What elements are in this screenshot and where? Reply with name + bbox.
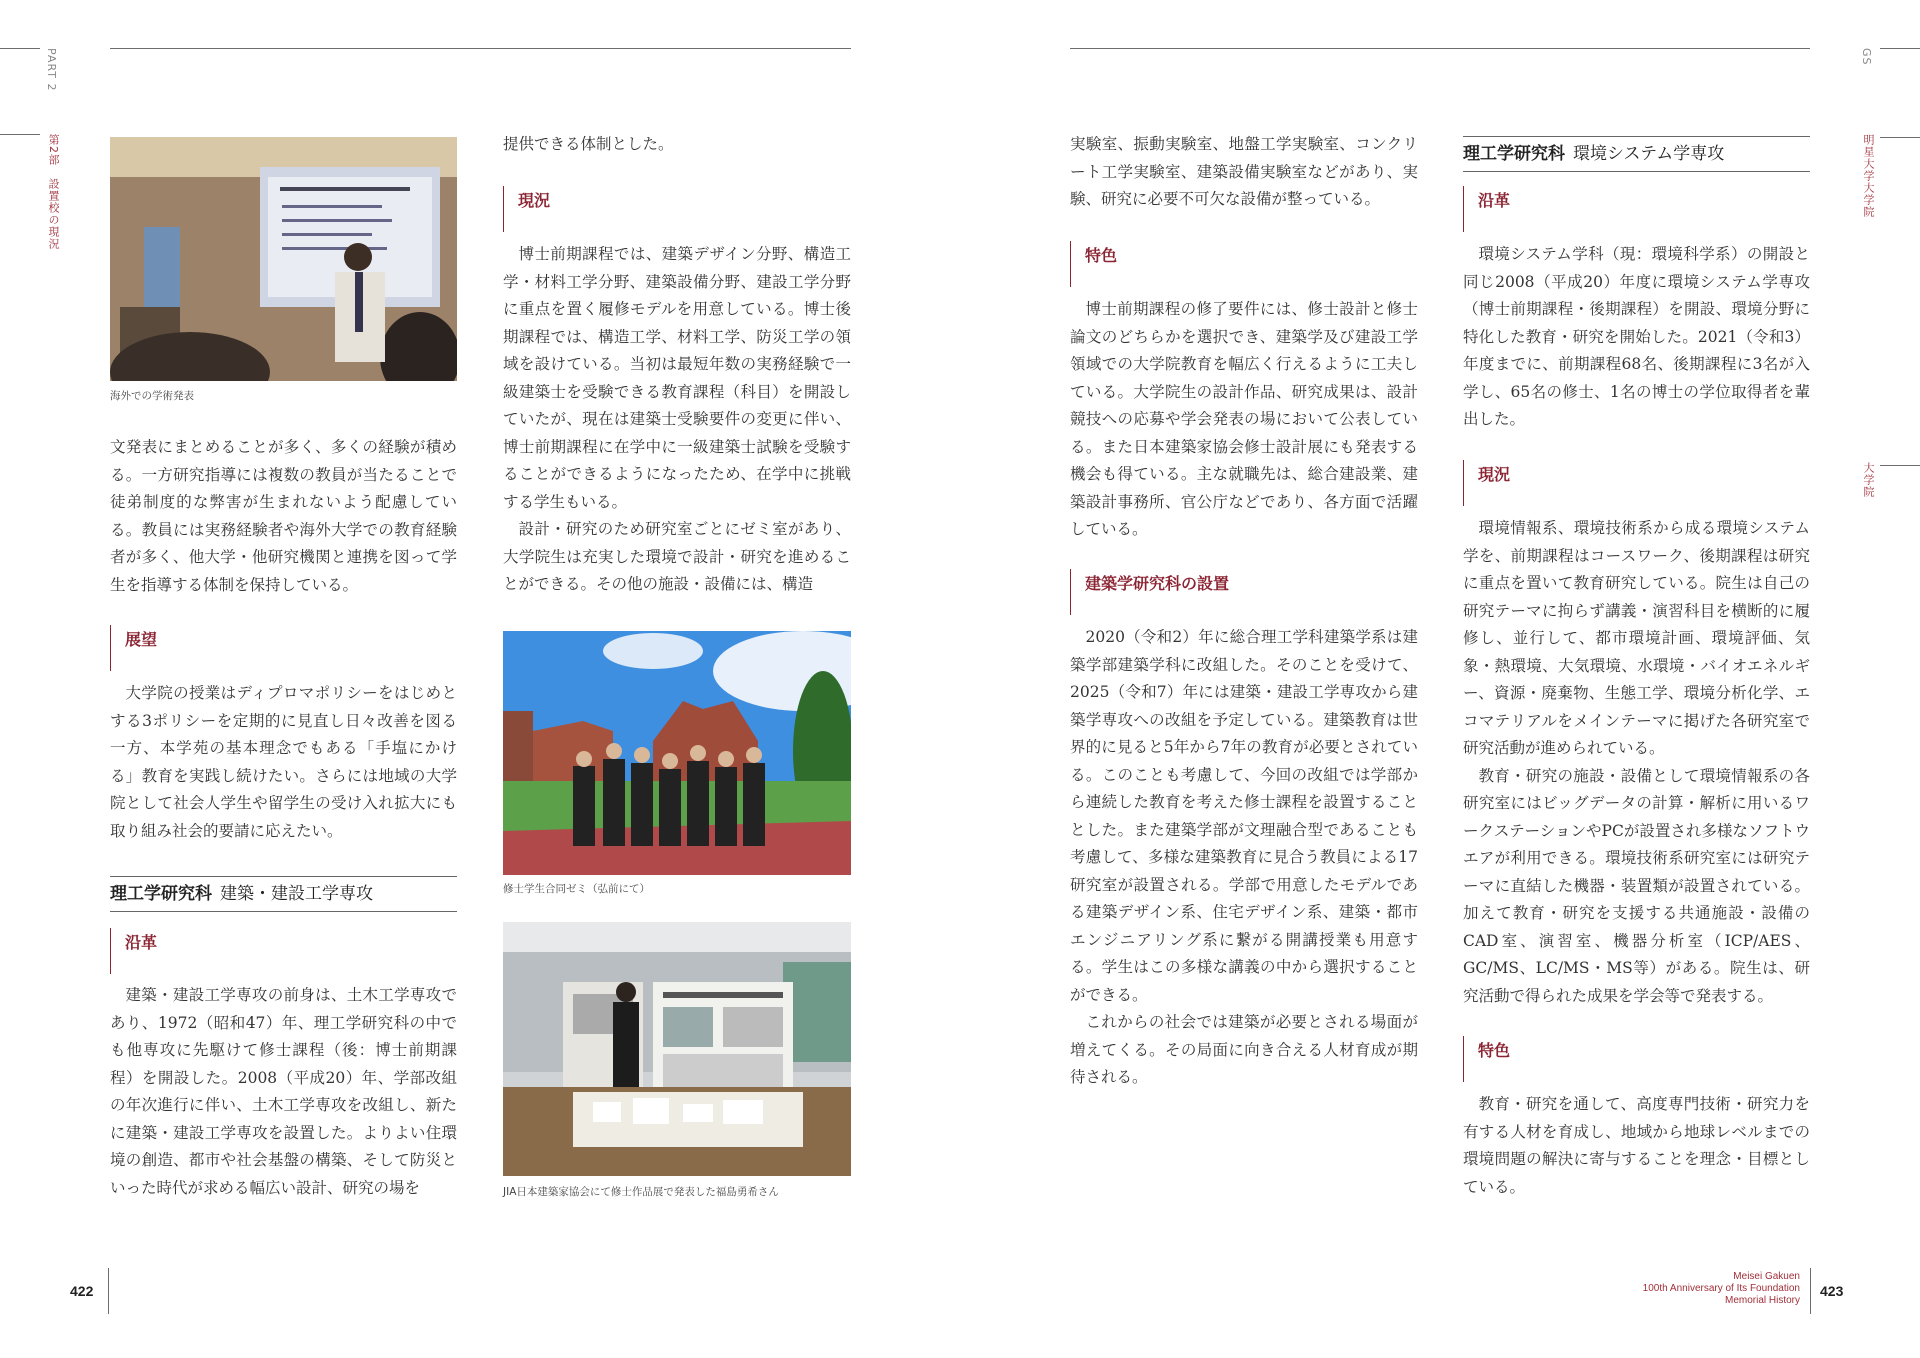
page-number-right: 423 bbox=[1820, 1283, 1844, 1299]
section-heading: 沿革 bbox=[1463, 186, 1510, 232]
side-label-gs: GS bbox=[1860, 48, 1873, 66]
text-block bbox=[110, 680, 457, 845]
folio-divider bbox=[108, 1268, 109, 1314]
text-block bbox=[1070, 296, 1418, 544]
department-graduate-school: 理工学研究科 bbox=[110, 884, 212, 904]
margin-rule bbox=[0, 134, 40, 135]
section-heading: 現況 bbox=[1463, 460, 1510, 506]
folio-divider bbox=[1810, 1268, 1811, 1314]
section-label: 第2部 設置校の現況 bbox=[47, 134, 60, 250]
footer-publication bbox=[1560, 1271, 1800, 1307]
photo-caption: 修士学生合同ゼミ（弘前にて） bbox=[503, 883, 650, 895]
footer-line: Meisei Gakuen bbox=[1733, 1271, 1800, 1282]
paragraph: 建築・建設工学専攻の前身は、土木工学専攻であり、1972（昭和47）年、理工学研究科の中でも他専攻に先駆けて修士課程（後：博士前期課程）を開設した。2008（平成20）年、学部改組の年次進行に伴い、土木工学専攻を改組し、新たに建築・建設工学専攻を設置した。よりよい住環境の創造、都市や社会基盤の構築、そして防災といった時代が求める幅広い設計、研究の場を bbox=[110, 986, 457, 1197]
paragraph: 実験室、振動実験室、地盤工学実験室、コンクリート工学実験室、建築設備実験室などがあり、実験、研究に必要不可欠な設備が整っている。 bbox=[1070, 135, 1418, 208]
section-heading: 展望 bbox=[110, 625, 157, 671]
paragraph: 環境情報系、環境技術系から成る環境システム学を、前期課程はコースワーク、後期課程は研究に重点を置いて教育研究している。院生は自己の研究テーマに拘らず講義・演習科目を横断的に履修し、並行して、都市環境計画、環境評価、気象・熱環境、大気環境、水環境・バイオエネルギー、資源・廃棄物、生態工学、環境分析化学、エコマテリアルをメインテーマに掲げた各研究室で研究活動が進められている。 bbox=[1463, 519, 1810, 757]
department-graduate-school: 理工学研究科 bbox=[1463, 144, 1565, 164]
department-name: 環境システム学専攻 bbox=[1573, 144, 1725, 164]
text-block bbox=[503, 241, 851, 599]
header-rule-right bbox=[1070, 48, 1810, 49]
photo-academic-presentation bbox=[110, 137, 457, 381]
margin-rule bbox=[1880, 48, 1920, 49]
margin-rule bbox=[1880, 137, 1920, 138]
paragraph: 教育・研究を通して、高度専門技術・研究力を有する人材を育成し、地域から地球レベルまでの環境問題の解決に寄与することを理念・目標としている。 bbox=[1463, 1095, 1810, 1196]
text-block bbox=[1463, 241, 1810, 434]
paragraph: 大学院の授業はディプロマポリシーをはじめとする3ポリシーを定期的に見直し日々改善を図る一方、本学苑の基本理念でもある「手塩にかける」教育を実践し続けたい。さらには地域の大学院として社会人学生や留学生の受け入れ拡大にも取り組み社会的要請に応えたい。 bbox=[110, 684, 457, 840]
paragraph: 教育・研究の施設・設備として環境情報系の各研究室にはビッグデータの計算・解析に用いるワークステーションやPCが設置され多様なソフトウエアが利用できる。環境技術系研究室には研究テーマに直結した機器・装置類が設置されている。加えて教育・研究を支援する共通施設・設備のCAD室、演習室、機器分析室（ICP/AES、GC/MS、LC/MS・MS等）がある。院生は、研究活動で得られた成果を学会等で発表する。 bbox=[1463, 766, 1810, 1005]
paragraph: 設計・研究のため研究室ごとにゼミ室があり、大学院生は充実した環境で設計・研究を進めることができる。その他の施設・設備には、構造 bbox=[503, 520, 851, 593]
department-name: 建築・建設工学専攻 bbox=[220, 884, 373, 904]
side-label-graduate: 大学院 bbox=[1862, 462, 1875, 498]
text-block bbox=[1463, 1091, 1810, 1201]
section-heading: 現況 bbox=[503, 186, 550, 232]
department-heading bbox=[110, 876, 457, 912]
paragraph: 提供できる体制とした。 bbox=[503, 135, 674, 153]
page-number-left: 422 bbox=[70, 1283, 94, 1299]
text-block bbox=[1463, 515, 1810, 1010]
section-heading: 沿革 bbox=[110, 928, 157, 974]
paragraph: これからの社会では建築が必要とされる場面が増えてくる。その局面に向き合える人材育成が期待される。 bbox=[1070, 1013, 1418, 1086]
part-label: PART 2 bbox=[45, 48, 58, 92]
department-heading bbox=[1463, 136, 1810, 172]
paragraph: 博士前期課程の修了要件には、修士設計と修士論文のどちらかを選択でき、建築学及び建設工学領域での大学院教育を幅広く行えるように工夫している。大学院生の設計作品、研究成果は、設計競技への応募や学会発表の場において公表している。また日本建築家協会修士設計展にも発表する機会も得ている。主な就職先は、総合建設業、建築設計事務所、官公庁などであり、各方面で活躍している。 bbox=[1070, 300, 1418, 538]
side-label-university: 明星大学大学院 bbox=[1862, 134, 1875, 218]
text-block bbox=[503, 131, 851, 159]
photo-joint-seminar bbox=[503, 631, 851, 875]
paragraph: 2020（令和2）年に総合理工学科建築学系は建築学部建築学科に改組した。そのことを受けて、2025（令和7）年には建築・建設工学専攻から建築学専攻への改組を予定している。建築教育は世界的に見ると5年から7年の教育が必要とされている。このことも考慮して、今回の改組では学部から連続した教育を考えた修士課程を設置することとした。また建築学部が文理融合型であることも考慮して、多様な建築教育に見合う教員による17研究室が設置される。学部で用意したモデルである建築デザイン系、住宅デザイン系、建築・都市エンジニアリング系に繋がる開講授業も用意する。学生はこの多様な講義の中から選択することができる。 bbox=[1070, 628, 1418, 1004]
header-rule-left bbox=[110, 48, 851, 49]
paragraph: 文発表にまとめることが多く、多くの経験が積める。一方研究指導には複数の教員が当たることで徒弟制度的な弊害が生まれないよう配慮している。教員には実務経験者や海外大学での教育経験者が多く、他大学・他研究機関と連携を図って学生を指導する体制を保持している。 bbox=[110, 438, 457, 594]
paragraph: 環境システム学科（現：環境科学系）の開設と同じ2008（平成20）年度に環境システム学専攻（博士前期課程・後期課程）を開設、環境分野に特化した教育・研究を開始した。2021（令和3）年度までに、前期課程68名、後期課程に3名が入学し、65名の修士、1名の博士の学位取得者を輩出した。 bbox=[1463, 245, 1810, 428]
section-heading: 特色 bbox=[1070, 241, 1117, 287]
paragraph: 博士前期課程では、建築デザイン分野、構造工学・材料工学分野、建築設備分野、建設工学分野に重点を置く履修モデルを用意している。博士後期課程では、構造工学、材料工学、防災工学の領域を設けている。当初は最短年数の実務経験で一級建築士を受験できる教育課程（科目）を開設していたが、現在は建築士受験要件の変更に伴い、博士前期課程に在学中に一級建築士試験を受験することができるようになったため、在学中に挑戦する学生もいる。 bbox=[503, 245, 851, 511]
photo-caption: 海外での学術発表 bbox=[110, 390, 194, 402]
text-block bbox=[1070, 131, 1418, 214]
text-block bbox=[110, 434, 457, 599]
margin-rule bbox=[1880, 465, 1920, 466]
photo-design-exhibition bbox=[503, 922, 851, 1176]
margin-rule bbox=[0, 48, 40, 49]
section-heading: 建築学研究科の設置 bbox=[1070, 569, 1229, 615]
footer-line: Memorial History bbox=[1724, 1295, 1800, 1306]
footer-line: 100th Anniversary of Its Foundation bbox=[1642, 1283, 1800, 1294]
photo-caption: JIA日本建築家協会にて修士作品展で発表した福島勇希さん bbox=[503, 1186, 779, 1198]
section-heading: 特色 bbox=[1463, 1036, 1510, 1082]
text-block bbox=[110, 982, 457, 1202]
text-block bbox=[1070, 624, 1418, 1092]
